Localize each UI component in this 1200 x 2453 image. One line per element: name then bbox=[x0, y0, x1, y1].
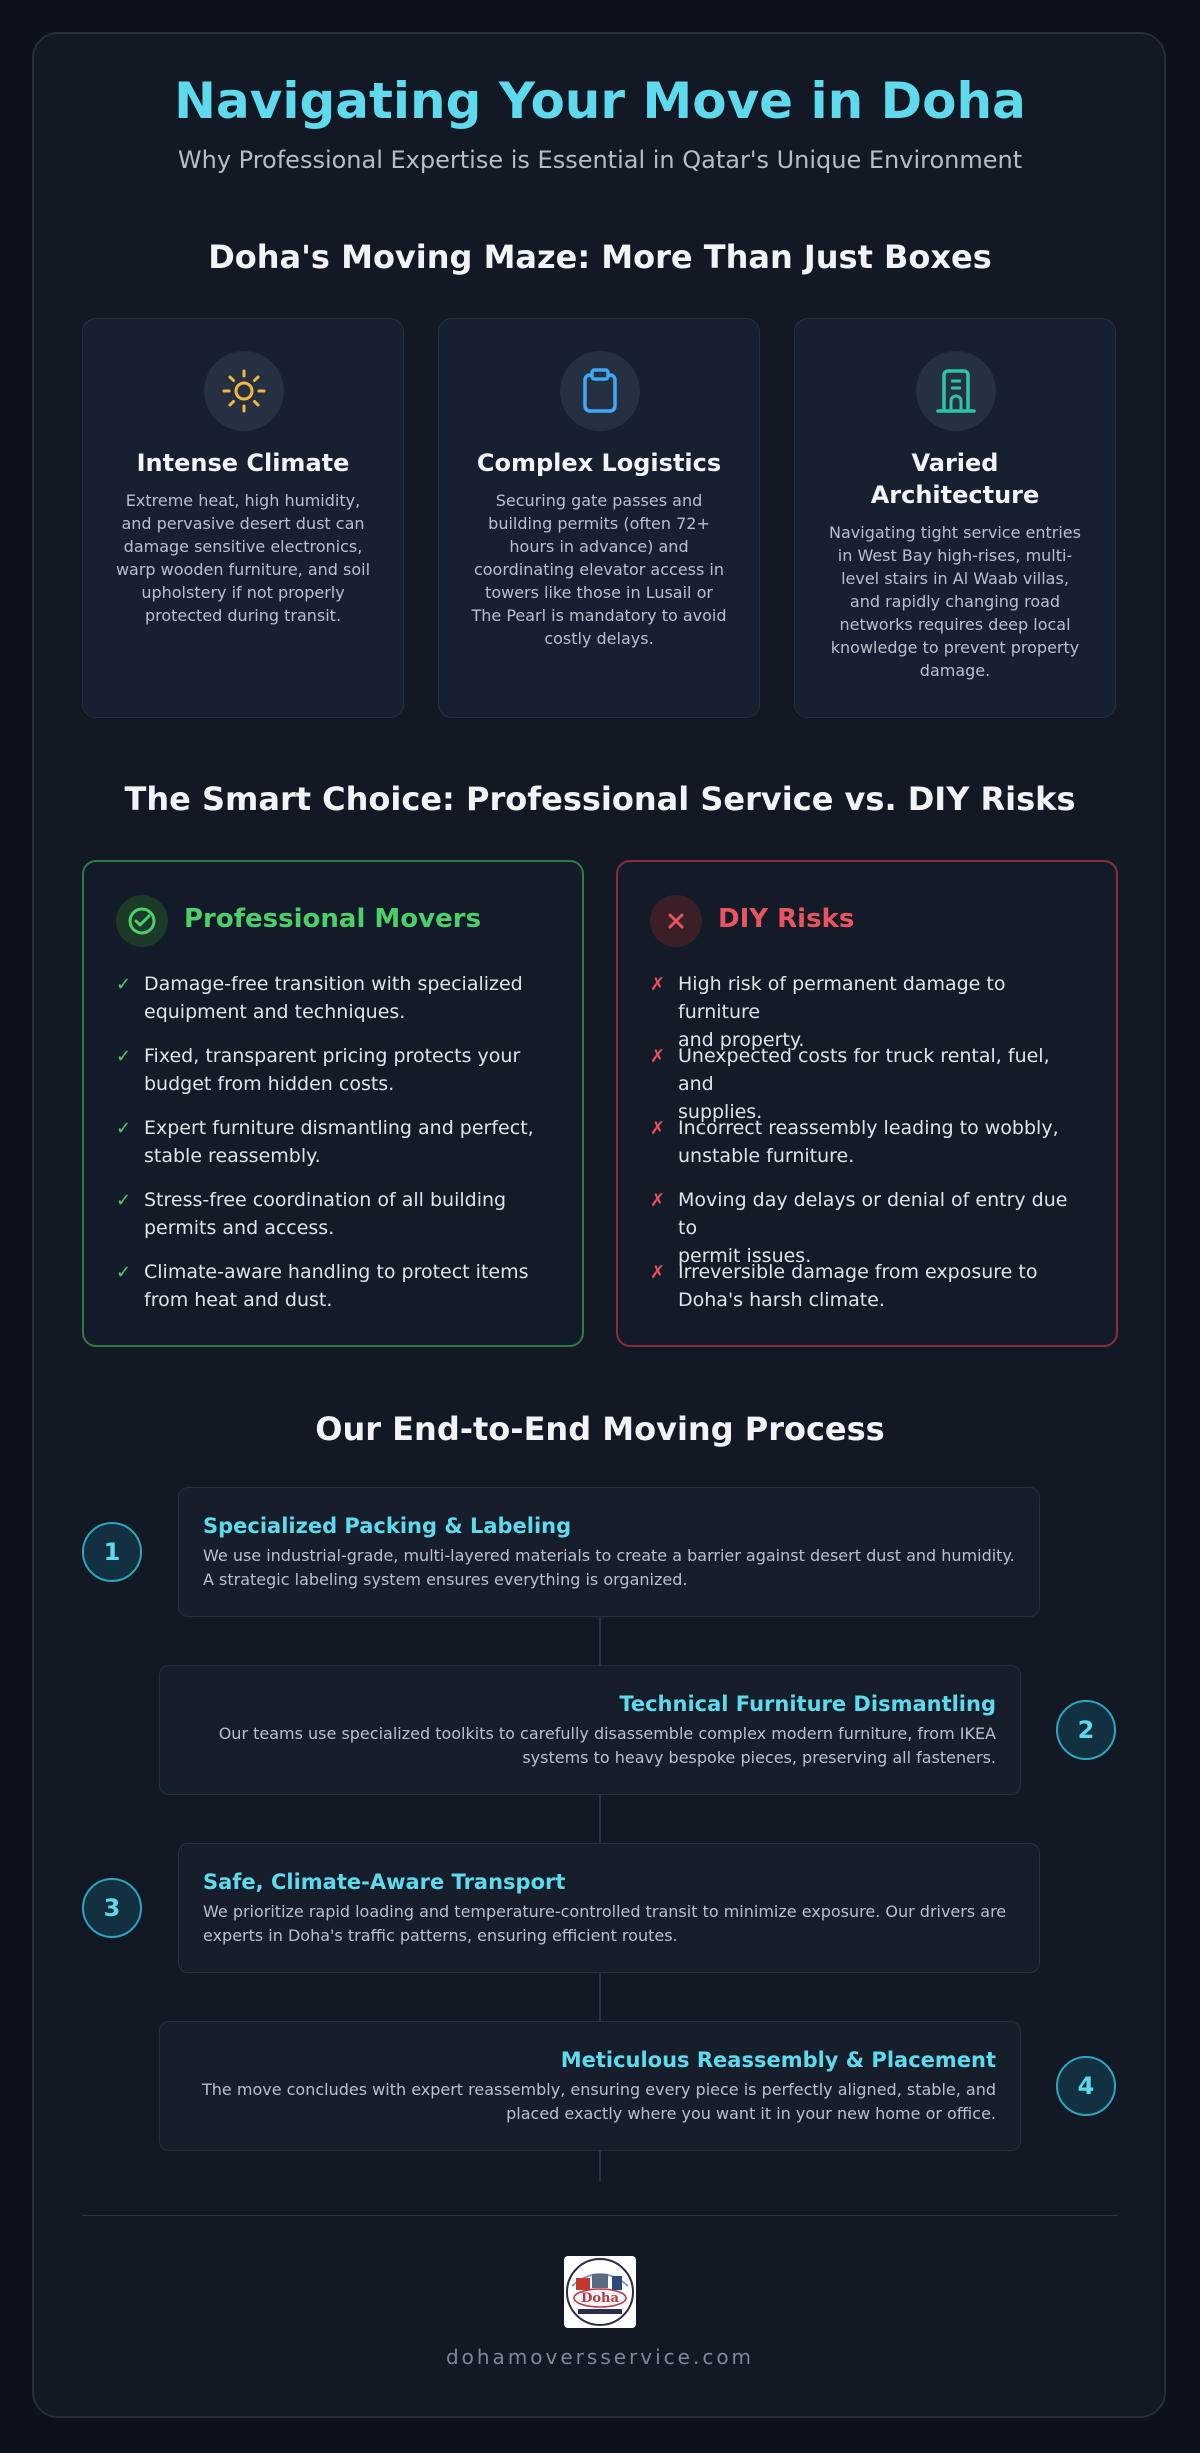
close-icon bbox=[650, 895, 702, 947]
process-step bbox=[178, 1843, 1040, 1973]
list-item: ✓ Expert furniture dismantling and perfect, stable reassembly. bbox=[116, 1117, 534, 1167]
check-circle-icon bbox=[116, 895, 168, 947]
check-icon: ✓ bbox=[116, 1190, 132, 1211]
step-text: Our teams use specialized toolkits to carefully disassemble complex modern furniture, from IKEA systems to heavy bespoke pieces, preserving all fasteners. bbox=[218, 1724, 996, 1767]
list-item: ✗ High risk of permanent damage to furniture and property. bbox=[650, 973, 1006, 1051]
step-text: The move concludes with expert reassembly, ensuring every piece is perfectly aligned, stable, and placed exactly where you want it in your new home or office. bbox=[202, 2080, 996, 2123]
step-number: 2 bbox=[1056, 1700, 1116, 1760]
list-item: ✓ Stress-free coordination of all building permits and access. bbox=[116, 1189, 507, 1239]
diy-title: DIY Risks bbox=[718, 904, 855, 934]
process-step bbox=[159, 2021, 1021, 2151]
svg-text:Doha: Doha bbox=[581, 2291, 619, 2306]
feature-title: Intense Climate bbox=[136, 449, 350, 477]
check-icon: ✓ bbox=[116, 1046, 132, 1067]
process-heading: Our End-to-End Moving Process bbox=[315, 1410, 885, 1448]
step-title: Safe, Climate-Aware Transport bbox=[203, 1870, 566, 1894]
building-icon bbox=[916, 351, 996, 431]
step-text: We prioritize rapid loading and temperature-controlled transit to minimize exposure. Our drivers are experts in Doha's traffic patterns, ensuring efficient routes. bbox=[203, 1902, 1007, 1945]
feature-text: Navigating tight service entries in West Bay high-rises, multi- level stairs in Al Waab villas, and rapidly changing road networks requires deep local knowledge to prevent property damage. bbox=[829, 523, 1081, 680]
feature-card-architecture bbox=[794, 318, 1116, 718]
pro-list bbox=[116, 970, 552, 1330]
check-icon: ✓ bbox=[116, 974, 132, 995]
challenges-heading: Doha's Moving Maze: More Than Just Boxes bbox=[208, 238, 992, 276]
comparison-heading: The Smart Choice: Professional Service vs. DIY Risks bbox=[124, 780, 1076, 818]
list-item: ✓ Fixed, transparent pricing protects your budget from hidden costs. bbox=[116, 1045, 521, 1095]
footer-divider bbox=[82, 2215, 1118, 2216]
pro-title: Professional Movers bbox=[184, 904, 482, 934]
sun-icon bbox=[204, 351, 284, 431]
list-item: ✗ Incorrect reassembly leading to wobbly, unstable furniture. bbox=[650, 1117, 1059, 1167]
list-item: ✗ Unexpected costs for truck rental, fuel, and supplies. bbox=[650, 1045, 1050, 1123]
page-subtitle: Why Professional Expertise is Essential in Qatar's Unique Environment bbox=[177, 146, 1023, 174]
step-title: Meticulous Reassembly & Placement bbox=[560, 2048, 996, 2072]
check-icon: ✓ bbox=[116, 1262, 132, 1283]
diy-risks-card bbox=[616, 860, 1118, 1347]
feature-text: Securing gate passes and building permits (often 72+ hours in advance) and coordinating elevator access in towers like those in Lusail or The Pearl is mandatory to avoid costly delays. bbox=[471, 491, 727, 648]
cross-icon: ✗ bbox=[650, 1118, 666, 1139]
clipboard-icon bbox=[560, 351, 640, 431]
step-number: 3 bbox=[82, 1878, 142, 1938]
list-item: ✗ Moving day delays or denial of entry due to permit issues. bbox=[650, 1189, 1068, 1267]
step-number: 4 bbox=[1056, 2056, 1116, 2116]
step-number: 1 bbox=[82, 1522, 142, 1582]
page-title: Navigating Your Move in Doha bbox=[174, 72, 1026, 130]
list-item: ✓ Damage-free transition with specialized equipment and techniques. bbox=[116, 973, 523, 1023]
feature-title: Complex Logistics bbox=[476, 449, 722, 477]
step-text: We use industrial-grade, multi-layered materials to create a barrier against desert dust and humidity. A strategic labeling system ensures everything is organized. bbox=[203, 1546, 1015, 1589]
professional-movers-card bbox=[82, 860, 584, 1347]
list-item: ✗ Irreversible damage from exposure to Doha's harsh climate. bbox=[650, 1261, 1038, 1311]
step-title: Technical Furniture Dismantling bbox=[619, 1692, 996, 1716]
footer-website-link[interactable]: dohamoversservice.com bbox=[445, 2345, 755, 2369]
list-item: ✓ Climate-aware handling to protect items from heat and dust. bbox=[116, 1261, 529, 1311]
feature-text: Extreme heat, high humidity, and pervasive desert dust can damage sensitive electronics, warp wooden furniture, and soil upholstery if not properly protected during transit. bbox=[115, 491, 371, 625]
cross-icon: ✗ bbox=[650, 1262, 666, 1283]
step-title: Specialized Packing & Labeling bbox=[203, 1514, 572, 1538]
cross-icon: ✗ bbox=[650, 1190, 666, 1211]
company-logo bbox=[564, 2256, 636, 2328]
process-step bbox=[178, 1487, 1040, 1617]
process-step bbox=[159, 1665, 1021, 1795]
check-icon: ✓ bbox=[116, 1118, 132, 1139]
feature-card-climate bbox=[82, 318, 404, 718]
cross-icon: ✗ bbox=[650, 974, 666, 995]
feature-title: Varied Architecture bbox=[870, 449, 1040, 509]
cross-icon: ✗ bbox=[650, 1046, 666, 1067]
diy-list bbox=[650, 970, 1086, 1330]
feature-card-logistics bbox=[438, 318, 760, 718]
